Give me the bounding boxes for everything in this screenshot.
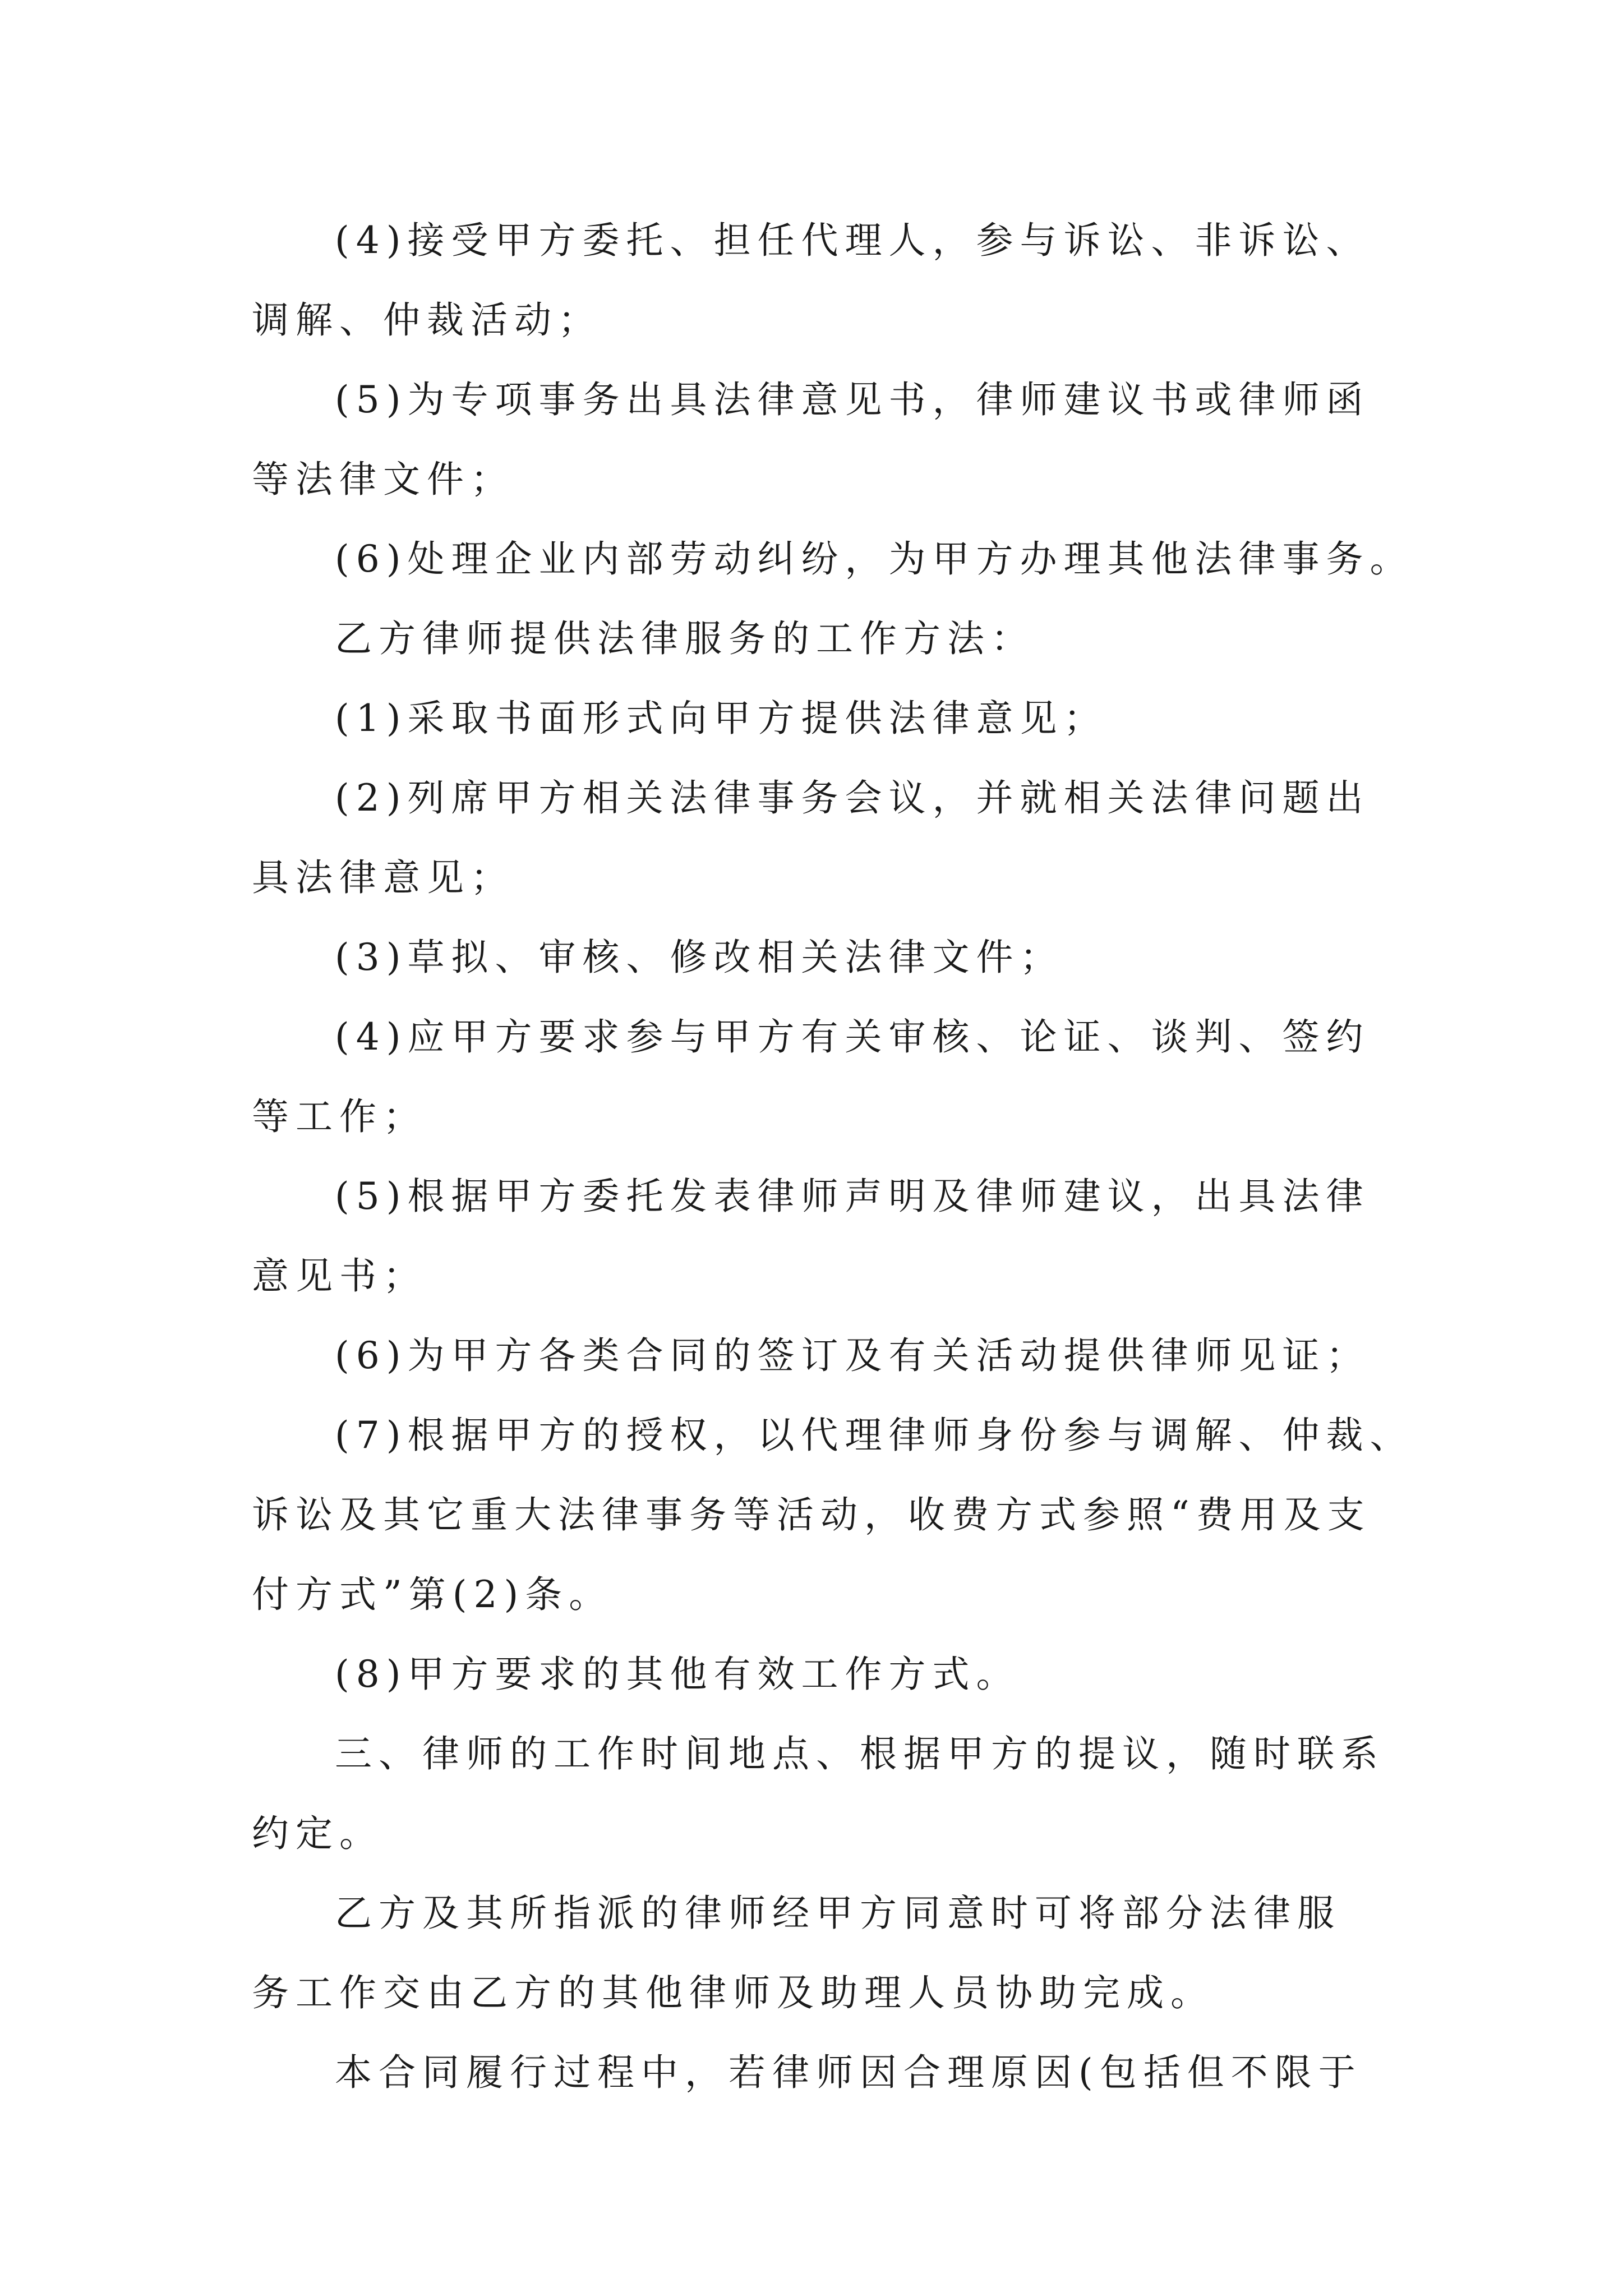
text-line: 等工作；	[252, 1095, 427, 1138]
text-line: (1)采取书面形式向甲方提供法律意见；	[335, 697, 1108, 740]
text-line: 付方式”第(2)条。	[252, 1573, 613, 1616]
text-line: 乙方及其所指派的律师经甲方同意时可将部分法律服	[335, 1892, 1341, 1935]
text-line: (4)接受甲方委托、担任代理人，参与诉讼、非诉讼、	[335, 219, 1370, 262]
text-line: 约定。	[252, 1812, 383, 1855]
document-body	[252, 201, 1414, 2113]
text-line: (6)处理企业内部劳动纠纷，为甲方办理其他法律事务。	[335, 537, 1414, 581]
text-line: 诉讼及其它重大法律事务等活动，收费方式参照“费用及支	[252, 1493, 1371, 1536]
text-line: (8)甲方要求的其他有效工作方式。	[335, 1653, 1020, 1696]
text-line: (7)根据甲方的授权，以代理律师身份参与调解、仲裁、	[335, 1414, 1414, 1457]
text-line: 三、律师的工作时间地点、根据甲方的提议，随时联系	[335, 1732, 1385, 1775]
text-line: 务工作交由乙方的其他律师及助理人员协助完成。	[252, 1971, 1214, 2014]
text-line: 调解、仲裁活动；	[252, 298, 602, 342]
text-line: 意见书；	[252, 1254, 427, 1297]
text-line: (2)列席甲方相关法律事务会议，并就相关法律问题出	[335, 776, 1370, 820]
text-line: 等法律文件；	[252, 458, 514, 501]
text-line: 具法律意见；	[252, 856, 514, 899]
text-line: (4)应甲方要求参与甲方有关审核、论证、谈判、签约	[335, 1015, 1370, 1059]
text-line: (6)为甲方各类合同的签订及有关活动提供律师见证；	[335, 1334, 1370, 1377]
text-line: (5)根据甲方委托发表律师声明及律师建议，出具法律	[335, 1175, 1370, 1218]
text-line: 本合同履行过程中，若律师因合理原因(包括但不限于	[335, 2051, 1362, 2094]
text-line: (5)为专项事务出具法律意见书，律师建议书或律师函	[335, 378, 1370, 421]
text-line: 乙方律师提供法律服务的工作方法：	[335, 617, 1035, 660]
text-line: (3)草拟、审核、修改相关法律文件；	[335, 936, 1064, 979]
